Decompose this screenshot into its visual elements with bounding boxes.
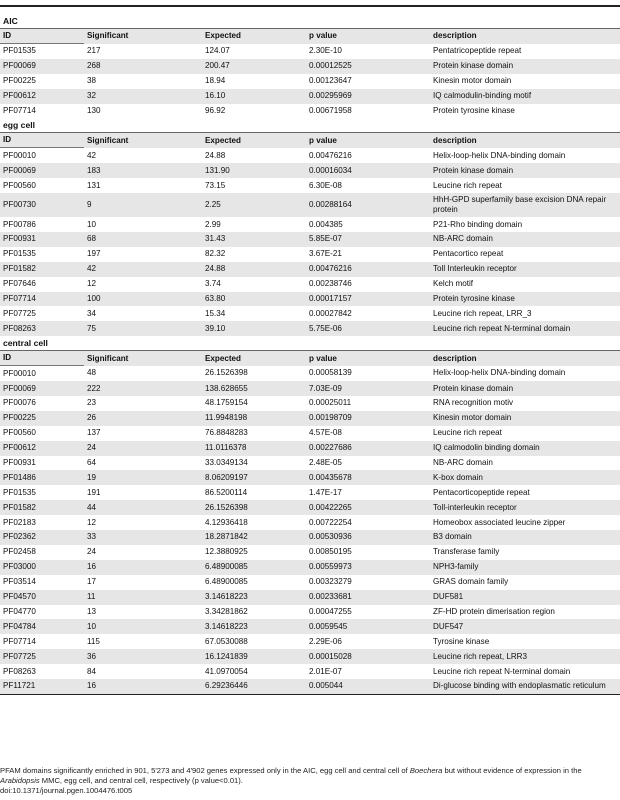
cell-significant: 36 [84,649,202,664]
column-header-description: description [430,133,620,148]
cell-description: RNA recognition motiv [433,398,514,408]
cell-description: GRAS domain family [433,577,509,587]
table-row [0,44,620,59]
cell-description: Leucine rich repeat, LRR3 [430,649,620,664]
cell-expected: 96.92 [205,106,226,115]
cell-description: Protein kinase domain [430,59,620,74]
cell-expected: 18.94 [205,76,226,86]
cell-p-value: 5.85E-07 [306,232,430,247]
cell-significant: 137 [87,428,101,438]
cell-id: PF02458 [3,547,36,557]
cell-p-value: 0.00476216 [309,150,352,160]
cell-expected: 8.06209197 [202,470,306,485]
column-header-expected: Expected [202,351,306,366]
cell-p-value: 1.47E-17 [309,487,342,497]
cell-expected: 24.88 [202,262,306,277]
cell-p-value: 0.00017157 [306,292,430,307]
cell-id: PF11721 [0,679,84,694]
cell-expected: 24.88 [205,150,226,160]
cell-expected: 2.99 [205,219,221,229]
cell-id: PF07725 [3,308,36,318]
table-row [0,470,620,485]
cell-significant: 16 [84,679,202,694]
cell-id: PF00612 [0,89,84,104]
cell-id: PF00225 [3,76,36,86]
table-row [0,232,620,247]
cell-id: PF07714 [3,106,36,115]
cell-id: PF03000 [0,560,84,575]
column-header-row [0,29,620,44]
cell-description: B3 domain [430,530,620,545]
table-row [0,634,620,649]
column-header-id: ID [0,351,84,366]
table-row [0,396,620,411]
section-title: egg cell [0,118,620,133]
cell-significant: 11 [84,590,202,605]
cell-description: Leucine rich repeat N-terminal domain [433,666,571,676]
cell-significant: 24 [84,441,202,456]
cell-p-value: 0.00012525 [306,59,430,74]
cell-description: HhH-GPD superfamily base excision DNA repair protein [430,193,620,217]
cell-expected: 63.80 [202,292,306,307]
table-row [0,104,620,119]
cell-significant: 12 [87,279,97,289]
cell-id: PF02183 [3,517,36,527]
cell-description: DUF547 [430,619,620,634]
cell-description: Kelch motif [433,279,474,289]
cell-significant: 64 [87,458,97,468]
cell-id: PF08263 [3,666,36,676]
cell-expected: 41.0970054 [205,666,248,676]
cell-id: PF00612 [0,441,84,456]
cell-description: Toll Interleukin receptor [430,262,620,277]
cell-description: Protein tyrosine kinase [430,292,620,307]
cell-description: Homeobox associated leucine zipper [433,517,566,527]
cell-expected: 3.34281862 [205,606,248,616]
cell-significant: 100 [84,292,202,307]
column-header-significant: Significant [84,29,202,44]
cell-p-value: 4.57E-08 [309,428,342,438]
cell-p-value: 7.03E-09 [306,381,430,396]
cell-description: P21-Rho binding domain [433,219,523,229]
cell-description: Leucine rich repeat [433,180,502,190]
cell-expected: 73.15 [205,180,226,190]
cell-description: Helix-loop-helix DNA-binding domain [433,150,566,160]
column-header-significant: Significant [84,351,202,366]
table-row [0,619,620,634]
cell-description: IQ calmodulin-binding motif [430,89,620,104]
table-row [0,649,620,664]
cell-expected: 48.1759154 [205,398,248,408]
cell-expected: 39.10 [202,321,306,336]
cell-id: PF01486 [0,470,84,485]
cell-expected: 26.1526398 [205,368,248,378]
cell-description: NPH3-family [430,560,620,575]
cell-expected: 31.43 [202,232,306,247]
cell-p-value: 3.67E-21 [309,249,342,259]
cell-expected: 138.628655 [202,381,306,396]
cell-significant: 17 [87,577,97,587]
cell-description: DUF581 [430,590,620,605]
cell-expected: 3.74 [205,279,221,289]
cell-expected: 11.9948198 [202,411,306,426]
column-header-row [0,351,620,366]
cell-significant: 24 [87,547,97,557]
cell-p-value: 2.01E-07 [309,666,342,676]
cell-significant: 131 [87,180,101,190]
cell-description: Pentacorticopeptide repeat [433,487,530,497]
cell-expected: 18.2871842 [202,530,306,545]
cell-id: PF00786 [3,219,36,229]
cell-p-value: 5.75E-06 [306,321,430,336]
table-row [0,515,620,530]
table-top-rule [0,5,620,7]
cell-expected: 15.34 [205,308,226,318]
cell-id: PF00225 [0,411,84,426]
table-row [0,217,620,232]
cell-description: Kinesin motor domain [430,411,620,426]
cell-significant: 34 [87,308,97,318]
cell-id: PF01535 [3,46,36,56]
cell-significant: 183 [84,163,202,178]
cell-description: Pentatricopeptide repeat [433,46,522,56]
cell-expected: 86.5200114 [205,487,248,497]
table-row [0,664,620,679]
cell-significant: 84 [87,666,97,676]
cell-description: Protein tyrosine kinase [433,106,515,115]
cell-significant: 32 [84,89,202,104]
cell-significant: 33 [84,530,202,545]
cell-p-value: 0.004385 [309,219,343,229]
cell-expected: 82.32 [205,249,226,259]
table-row [0,178,620,193]
cell-id: PF01535 [3,487,36,497]
cell-id: PF07725 [0,649,84,664]
cell-description: Pentacortico repeat [433,249,504,259]
cell-id: PF07714 [0,292,84,307]
cell-expected: 6.48900085 [202,560,306,575]
column-header-description: description [430,351,620,366]
table-row [0,193,620,217]
cell-p-value: 0.00198709 [306,411,430,426]
cell-significant: 10 [87,219,97,229]
cell-p-value: 0.00016034 [306,163,430,178]
cell-p-value: 0.00123647 [309,76,352,86]
table-row [0,277,620,292]
table-row [0,500,620,515]
cell-significant: 9 [84,193,202,217]
table-row [0,679,620,694]
cell-significant: 130 [87,106,101,115]
cell-description: IQ calmodolin binding domain [430,441,620,456]
cell-id: PF00069 [0,59,84,74]
table-row [0,306,620,321]
column-header-id: ID [0,133,84,148]
cell-significant: 23 [87,398,97,408]
cell-expected: 11.0116378 [202,441,306,456]
table-row [0,381,620,396]
cell-description: Transferase family [433,547,500,557]
cell-description: Di-glucose binding with endoplasmatic reticulum [430,679,620,694]
column-header-expected: Expected [202,133,306,148]
section-title-row [0,336,620,351]
cell-id: PF04570 [0,590,84,605]
table-row [0,148,620,163]
cell-id: PF01582 [0,500,84,515]
cell-expected: 6.29236446 [202,679,306,694]
footnote-part-1: PFAM domains significantly enriched in 901, 5'273 and 4'902 genes expressed only in the AIC, egg cell and central cell of [0,766,410,775]
cell-expected: 76.8848283 [205,428,248,438]
cell-p-value: 0.00559973 [306,560,430,575]
column-header-p-value: p value [306,351,430,366]
cell-id: PF04770 [3,606,36,616]
cell-description: ZF-HD protein dimerisation region [433,606,555,616]
cell-significant: 197 [87,249,101,259]
cell-id: PF08263 [0,321,84,336]
cell-p-value: 0.00027842 [309,308,352,318]
cell-description: Kinesin motor domain [433,76,512,86]
table-row [0,590,620,605]
column-header-significant: Significant [84,133,202,148]
cell-significant: 13 [87,606,97,616]
cell-p-value: 0.00015028 [306,649,430,664]
cell-p-value: 0.00025011 [309,398,352,408]
footnote-part-3: MMC, egg cell, and central cell, respectively (p value<0.01). [39,776,243,785]
table-row [0,605,620,620]
section-title: AIC [0,14,620,29]
table-row [0,530,620,545]
table-footnote [0,766,618,796]
table-row [0,292,620,307]
column-header-id: ID [0,29,84,44]
cell-p-value: 0.00850195 [309,547,352,557]
table-row [0,74,620,89]
column-header-description: description [430,29,620,44]
cell-p-value: 0.00435678 [306,470,430,485]
section-title: central cell [0,336,620,351]
cell-p-value: 0.00530936 [306,530,430,545]
cell-description: Leucine rich repeat, LRR_3 [433,308,532,318]
cell-description: Leucine rich repeat [433,428,502,438]
cell-expected: 67.0530088 [205,636,248,646]
cell-id: PF00560 [3,180,36,190]
cell-p-value: 0.00671958 [309,106,352,115]
table-row [0,456,620,471]
cell-p-value: 2.29E-06 [309,636,342,646]
cell-p-value: 0.0059545 [306,619,430,634]
cell-id: PF04784 [0,619,84,634]
table-row [0,426,620,441]
cell-id: PF00069 [0,381,84,396]
cell-id: PF07714 [3,636,36,646]
cell-p-value: 0.00323279 [309,577,352,587]
cell-significant: 48 [87,368,97,378]
cell-significant: 19 [84,470,202,485]
table-row [0,575,620,590]
cell-p-value: 2.48E-05 [309,458,342,468]
table-row [0,321,620,336]
cell-description: Helix-loop-helix DNA-binding domain [433,368,566,378]
cell-expected: 6.48900085 [205,577,248,587]
cell-expected: 26.1526398 [202,500,306,515]
footnote-species: Arabidopsis [0,776,40,785]
cell-significant: 268 [84,59,202,74]
cell-expected: 4.12936418 [205,517,248,527]
cell-p-value: 0.005044 [306,679,430,694]
section-title-row [0,14,620,29]
cell-expected: 200.47 [202,59,306,74]
cell-p-value: 0.00058139 [309,368,352,378]
cell-significant: 38 [87,76,97,86]
cell-description: NB-ARC domain [430,232,620,247]
table-row [0,247,620,262]
footnote-part-2: but without evidence of expression in the [442,766,582,775]
table-row [0,59,620,74]
cell-description: Protein kinase domain [430,381,620,396]
cell-significant: 217 [87,46,101,56]
cell-p-value: 2.30E-10 [309,46,342,56]
cell-p-value: 0.00476216 [306,262,430,277]
column-header-p-value: p value [306,29,430,44]
cell-significant: 44 [84,500,202,515]
column-header-row [0,133,620,148]
cell-id: PF01535 [3,249,36,259]
cell-id: PF01582 [0,262,84,277]
table-row [0,560,620,575]
table-row [0,89,620,104]
cell-p-value: 0.00288164 [306,193,430,217]
cell-description: Leucine rich repeat N-terminal domain [430,321,620,336]
column-header-expected: Expected [202,29,306,44]
cell-expected: 3.14618223 [202,619,306,634]
cell-expected: 3.14618223 [202,590,306,605]
cell-expected: 16.1241839 [202,649,306,664]
cell-p-value: 0.00047255 [309,606,352,616]
cell-description: NB-ARC domain [433,458,493,468]
cell-significant: 68 [84,232,202,247]
cell-expected: 2.25 [202,193,306,217]
table-row [0,262,620,277]
cell-description: Protein kinase domain [430,163,620,178]
cell-significant: 10 [84,619,202,634]
cell-p-value: 0.00422265 [306,500,430,515]
cell-id: PF00076 [3,398,36,408]
table-row [0,485,620,500]
cell-p-value: 6.30E-08 [309,180,342,190]
cell-expected: 33.0349134 [205,458,248,468]
section-title-row [0,118,620,133]
table-row [0,163,620,178]
cell-description: Toll-interleukin receptor [430,500,620,515]
cell-expected: 131.90 [202,163,306,178]
cell-significant: 12 [87,517,97,527]
cell-id: PF00010 [3,150,36,160]
cell-significant: 26 [84,411,202,426]
column-header-p-value: p value [306,133,430,148]
cell-id: PF00010 [3,368,36,378]
cell-id: PF02362 [0,530,84,545]
cell-id: PF00931 [3,458,36,468]
cell-significant: 222 [84,381,202,396]
footnote-doi: doi:10.1371/journal.pgen.1004476.t005 [0,786,133,795]
cell-id: PF03514 [3,577,36,587]
cell-significant: 42 [87,150,97,160]
enrichment-table [0,14,620,695]
cell-p-value: 0.00233681 [306,590,430,605]
cell-id: PF00730 [0,193,84,217]
cell-description: Tyrosine kinase [433,636,490,646]
table-row [0,441,620,456]
cell-p-value: 0.00238746 [309,279,352,289]
cell-id: PF07646 [3,279,36,289]
footnote-genus: Boechera [409,766,443,775]
cell-id: PF00560 [3,428,36,438]
table-row [0,411,620,426]
table-row [0,366,620,381]
cell-expected: 16.10 [202,89,306,104]
cell-p-value: 0.00722254 [309,517,352,527]
cell-p-value: 0.00295969 [306,89,430,104]
cell-significant: 42 [84,262,202,277]
cell-significant: 16 [84,560,202,575]
cell-significant: 191 [87,487,101,497]
cell-significant: 75 [84,321,202,336]
cell-description: K-box domain [430,470,620,485]
table-row [0,545,620,560]
cell-p-value: 0.00227686 [306,441,430,456]
cell-expected: 124.07 [205,46,230,56]
cell-expected: 12.3880925 [205,547,248,557]
cell-id: PF00069 [0,163,84,178]
cell-id: PF00931 [0,232,84,247]
cell-significant: 115 [87,636,100,646]
